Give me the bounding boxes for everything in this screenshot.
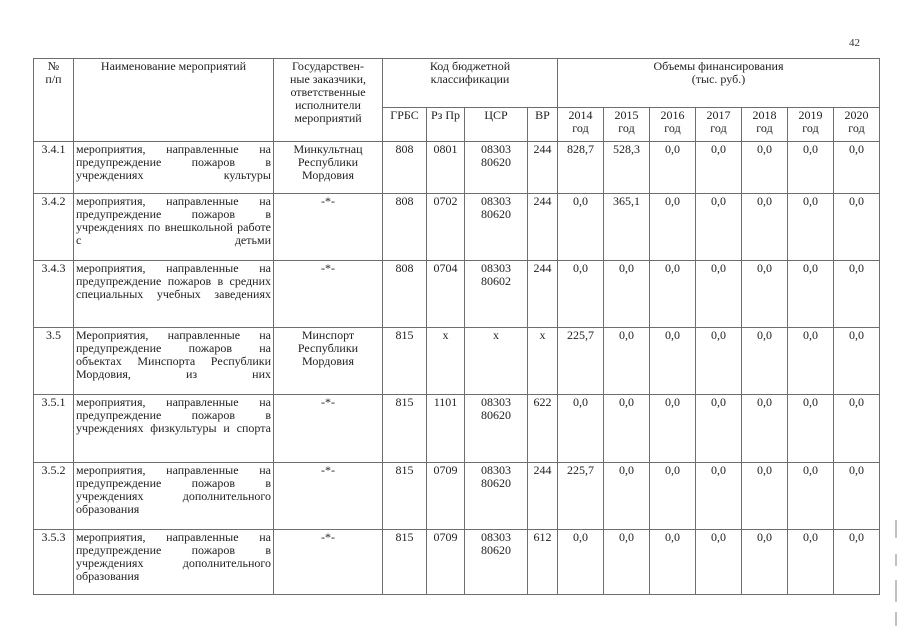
- row-grbs-text: 808: [395, 194, 414, 208]
- row-value: [604, 328, 650, 395]
- row-value-text: 0,0: [849, 463, 864, 477]
- row-name: [74, 194, 274, 261]
- row-value-text: 0,0: [757, 530, 772, 544]
- row-name: [74, 463, 274, 530]
- header-year: 2015 год: [604, 108, 650, 142]
- header-year: 2014 год: [558, 108, 604, 142]
- row-value: [558, 328, 604, 395]
- row-value: [558, 463, 604, 530]
- row-value-text: 0,0: [665, 463, 680, 477]
- row-grbs: [383, 395, 427, 463]
- row-value: [834, 261, 880, 328]
- page-number: 42: [849, 37, 860, 49]
- row-number: [34, 463, 74, 530]
- row-rzpr-text: 0704: [433, 261, 458, 275]
- row-value-text: 0,0: [573, 194, 588, 208]
- row-value-text: 0,0: [711, 328, 726, 342]
- row-value-text: 828,7: [567, 142, 594, 156]
- row-value-text: 0,0: [849, 328, 864, 342]
- row-value: [696, 261, 742, 328]
- row-value: [834, 530, 880, 595]
- row-csr: [465, 261, 528, 328]
- row-value-text: 0,0: [849, 395, 864, 409]
- row-value-text: 0,0: [711, 194, 726, 208]
- row-value: [742, 142, 788, 194]
- row-name-text: мероприятия, направленные на предупреждение пожаров в учреждениях дополнительного образования: [76, 463, 271, 516]
- row-value: [558, 194, 604, 261]
- row-name: [74, 328, 274, 395]
- row-value: [788, 530, 834, 595]
- row-rzpr-text: 0709: [433, 530, 458, 544]
- row-value: [788, 395, 834, 463]
- row-customer-text: -*-: [321, 395, 335, 409]
- row-value-text: 0,0: [665, 142, 680, 156]
- row-name-text: мероприятия, направленные на предупреждение пожаров в учреждениях культуры: [76, 142, 271, 182]
- row-value-text: 0,0: [849, 261, 864, 275]
- row-vr-text: 244: [533, 261, 552, 275]
- row-grbs-text: 808: [395, 142, 414, 156]
- row-value-text: 0,0: [711, 530, 726, 544]
- header-vr: ВР: [528, 108, 558, 142]
- row-customer-text: -*-: [321, 530, 335, 544]
- row-customer-text: -*-: [321, 194, 335, 208]
- row-value: [604, 194, 650, 261]
- row-value-text: 0,0: [619, 463, 634, 477]
- row-value: [604, 261, 650, 328]
- row-grbs-text: 815: [395, 530, 414, 544]
- row-value-text: 0,0: [619, 530, 634, 544]
- row-value-text: 0,0: [757, 463, 772, 477]
- table-row: [34, 395, 880, 463]
- row-value-text: 0,0: [757, 261, 772, 275]
- row-value-text: 0,0: [665, 530, 680, 544]
- row-csr: [465, 194, 528, 261]
- row-rzpr: [427, 194, 465, 261]
- row-rzpr-text: 0702: [433, 194, 458, 208]
- row-number: [34, 194, 74, 261]
- row-vr: [528, 142, 558, 194]
- row-name: [74, 395, 274, 463]
- row-number-text: 3.4.3: [41, 261, 66, 275]
- row-value: [742, 395, 788, 463]
- row-customer: [274, 328, 383, 395]
- row-rzpr: [427, 328, 465, 395]
- row-customer: [274, 395, 383, 463]
- row-grbs-text: 815: [395, 328, 414, 342]
- header-finance-group: Объемы финансирования (тыс. руб.): [558, 59, 880, 108]
- row-csr: [465, 530, 528, 595]
- header-grbs: ГРБС: [383, 108, 427, 142]
- row-vr-text: 244: [533, 463, 552, 477]
- row-value: [604, 530, 650, 595]
- row-csr-text: 08303 80620: [481, 142, 511, 169]
- row-vr: [528, 328, 558, 395]
- row-grbs-text: 808: [395, 261, 414, 275]
- row-vr: [528, 261, 558, 328]
- row-value: [696, 142, 742, 194]
- row-value: [650, 530, 696, 595]
- row-value-text: 0,0: [757, 395, 772, 409]
- row-customer: [274, 194, 383, 261]
- row-rzpr: [427, 261, 465, 328]
- scan-margin-marks: [893, 520, 901, 630]
- row-grbs-text: 815: [395, 463, 414, 477]
- row-value: [558, 395, 604, 463]
- row-vr: [528, 530, 558, 595]
- header-rzpr: Рз Пр: [427, 108, 465, 142]
- row-vr-text: x: [539, 328, 546, 342]
- row-value: [834, 194, 880, 261]
- row-value-text: 0,0: [803, 328, 818, 342]
- row-value-text: 0,0: [849, 530, 864, 544]
- row-number-text: 3.4.1: [41, 142, 66, 156]
- table-body: [34, 142, 880, 595]
- row-name: [74, 261, 274, 328]
- row-value: [788, 261, 834, 328]
- row-value-text: 0,0: [665, 194, 680, 208]
- financing-table: [33, 58, 880, 595]
- row-value: [604, 463, 650, 530]
- row-number-text: 3.5.3: [41, 530, 66, 544]
- row-customer-text: Минкультнац Республики Мордовия: [293, 142, 363, 182]
- row-value-text: 0,0: [803, 463, 818, 477]
- row-value: [742, 194, 788, 261]
- row-value-text: 0,0: [573, 261, 588, 275]
- row-rzpr: [427, 142, 465, 194]
- row-vr-text: 244: [533, 194, 552, 208]
- row-value: [696, 395, 742, 463]
- row-name-text: мероприятия, направленные на предупреждение пожаров в средних специальных учебных заведениях: [76, 261, 271, 301]
- header-code-group: Код бюджетной классификации: [383, 59, 558, 108]
- row-number-text: 3.5.2: [41, 463, 66, 477]
- row-value: [696, 463, 742, 530]
- header-year: 2020 год: [834, 108, 880, 142]
- row-customer: [274, 261, 383, 328]
- row-number: [34, 530, 74, 595]
- row-csr-text: x: [493, 328, 499, 342]
- row-csr-text: 08303 80620: [481, 463, 511, 490]
- row-value-text: 0,0: [757, 194, 772, 208]
- row-value: [834, 463, 880, 530]
- row-rzpr-text: x: [442, 328, 449, 342]
- header-year: 2018 год: [742, 108, 788, 142]
- row-grbs: [383, 194, 427, 261]
- row-value: [650, 395, 696, 463]
- row-customer-text: -*-: [321, 463, 335, 477]
- row-customer: [274, 530, 383, 595]
- row-vr-text: 244: [533, 142, 552, 156]
- row-customer: [274, 142, 383, 194]
- row-grbs: [383, 261, 427, 328]
- row-customer-text: Минспорт Республики Мордовия: [297, 328, 359, 368]
- row-value-text: 365,1: [613, 194, 640, 208]
- row-grbs-text: 815: [395, 395, 414, 409]
- row-value: [742, 328, 788, 395]
- header-num: № п/п: [34, 59, 74, 142]
- row-value: [834, 328, 880, 395]
- header-customers: Государствен- ные заказчики, ответственные исполнители мероприятий: [274, 59, 383, 142]
- row-vr-text: 612: [533, 530, 552, 544]
- row-csr-text: 08303 80620: [481, 194, 511, 221]
- row-grbs: [383, 463, 427, 530]
- row-number: [34, 328, 74, 395]
- row-value: [834, 142, 880, 194]
- row-value-text: 0,0: [665, 395, 680, 409]
- row-value: [788, 463, 834, 530]
- row-value-text: 0,0: [803, 261, 818, 275]
- row-value: [696, 194, 742, 261]
- row-value-text: 0,0: [849, 142, 864, 156]
- row-number-text: 3.5.1: [41, 395, 66, 409]
- row-value-text: 225,7: [567, 328, 594, 342]
- row-rzpr-text: 0801: [433, 142, 458, 156]
- row-value: [650, 328, 696, 395]
- row-csr: [465, 328, 528, 395]
- row-value: [742, 530, 788, 595]
- row-value: [742, 261, 788, 328]
- row-value-text: 0,0: [803, 194, 818, 208]
- row-rzpr-text: 0709: [433, 463, 458, 477]
- row-value-text: 0,0: [711, 463, 726, 477]
- row-value: [604, 142, 650, 194]
- header-csr: ЦСР: [465, 108, 528, 142]
- row-value: [650, 463, 696, 530]
- row-value: [650, 142, 696, 194]
- row-grbs: [383, 328, 427, 395]
- row-value: [788, 328, 834, 395]
- row-value-text: 0,0: [757, 328, 772, 342]
- row-value-text: 0,0: [573, 530, 588, 544]
- table-row: [34, 328, 880, 395]
- table-row: [34, 194, 880, 261]
- row-value-text: 225,7: [567, 463, 594, 477]
- row-value: [650, 194, 696, 261]
- row-value-text: 0,0: [803, 530, 818, 544]
- table-row: [34, 142, 880, 194]
- row-value-text: 0,0: [711, 261, 726, 275]
- row-value: [742, 463, 788, 530]
- row-number-text: 3.4.2: [41, 194, 66, 208]
- row-value-text: 0,0: [849, 194, 864, 208]
- row-name-text: мероприятия, направленные на предупреждение пожаров в учреждениях по внешкольной работе с детьми: [76, 194, 271, 247]
- row-vr: [528, 395, 558, 463]
- row-value: [696, 328, 742, 395]
- row-number: [34, 261, 74, 328]
- row-name-text: мероприятия, направленные на предупреждение пожаров в учреждениях физкультуры и спорта: [76, 395, 271, 435]
- header-name: Наименование мероприятий: [74, 59, 274, 142]
- row-customer: [274, 463, 383, 530]
- row-value-text: 0,0: [803, 142, 818, 156]
- row-value-text: 0,0: [619, 261, 634, 275]
- row-name-text: Мероприятия, направленные на предупреждение пожаров на объектах Минспорта Республики Мордовия, из них: [76, 328, 271, 381]
- row-grbs: [383, 142, 427, 194]
- header-year: 2019 год: [788, 108, 834, 142]
- row-number: [34, 395, 74, 463]
- row-value: [650, 261, 696, 328]
- row-rzpr-text: 1101: [433, 395, 458, 409]
- row-vr: [528, 194, 558, 261]
- row-value-text: 0,0: [619, 328, 634, 342]
- row-value: [696, 530, 742, 595]
- row-csr-text: 08303 80620: [481, 395, 511, 422]
- row-number: [34, 142, 74, 194]
- row-value-text: 0,0: [665, 328, 680, 342]
- row-csr: [465, 395, 528, 463]
- row-value: [558, 530, 604, 595]
- row-value-text: 528,3: [613, 142, 640, 156]
- row-grbs: [383, 530, 427, 595]
- row-value: [558, 261, 604, 328]
- row-csr-text: 08303 80620: [481, 530, 511, 557]
- header-year: 2017 год: [696, 108, 742, 142]
- row-customer-text: -*-: [321, 261, 335, 275]
- row-name-text: мероприятия, направленные на предупреждение пожаров в учреждениях дополнительного образования: [76, 530, 271, 583]
- row-value-text: 0,0: [757, 142, 772, 156]
- row-value-text: 0,0: [573, 395, 588, 409]
- table-row: [34, 463, 880, 530]
- row-value-text: 0,0: [803, 395, 818, 409]
- header-year: 2016 год: [650, 108, 696, 142]
- table-row: [34, 530, 880, 595]
- row-csr: [465, 463, 528, 530]
- row-vr: [528, 463, 558, 530]
- row-value: [834, 395, 880, 463]
- row-value: [558, 142, 604, 194]
- row-value-text: 0,0: [711, 395, 726, 409]
- row-name: [74, 530, 274, 595]
- row-csr: [465, 142, 528, 194]
- row-rzpr: [427, 395, 465, 463]
- row-value: [604, 395, 650, 463]
- row-value-text: 0,0: [619, 395, 634, 409]
- row-number-text: 3.5: [46, 328, 61, 342]
- row-value-text: 0,0: [711, 142, 726, 156]
- table-row: [34, 261, 880, 328]
- row-value: [788, 194, 834, 261]
- row-value-text: 0,0: [665, 261, 680, 275]
- row-rzpr: [427, 463, 465, 530]
- row-name: [74, 142, 274, 194]
- row-rzpr: [427, 530, 465, 595]
- row-value: [788, 142, 834, 194]
- row-csr-text: 08303 80602: [481, 261, 511, 288]
- row-vr-text: 622: [533, 395, 552, 409]
